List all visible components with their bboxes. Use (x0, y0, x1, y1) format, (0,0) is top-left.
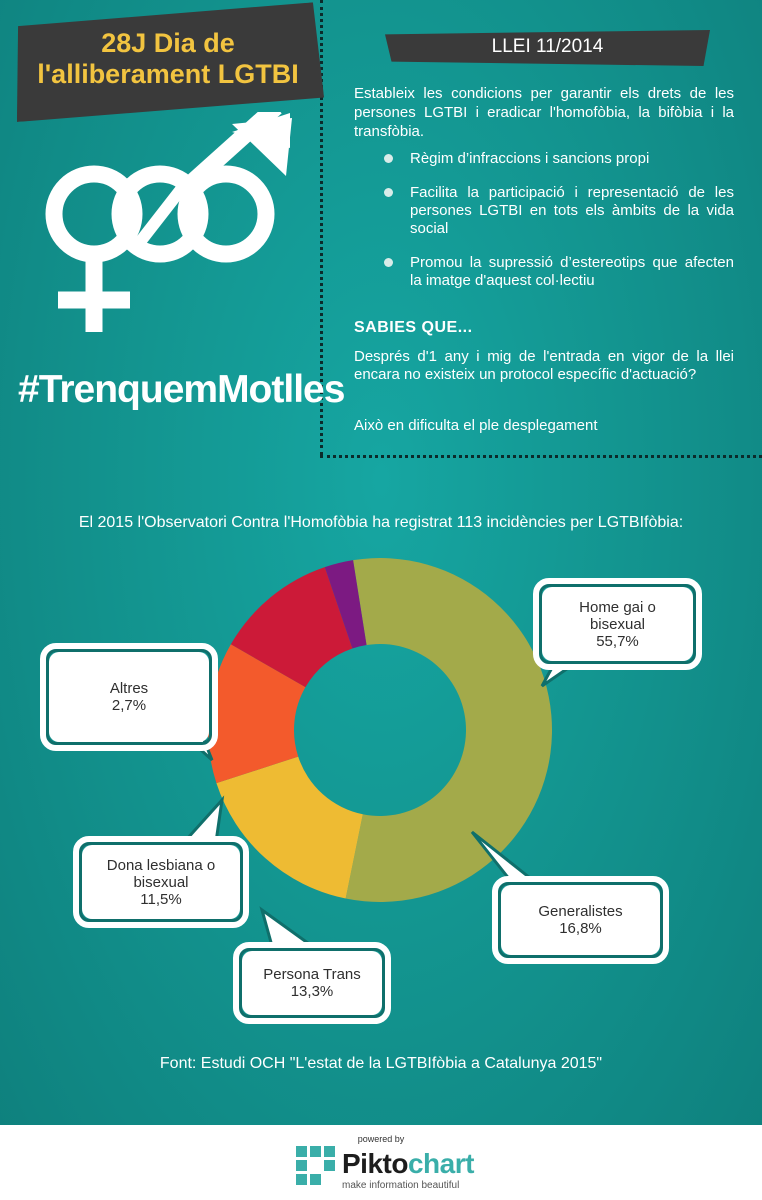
value-label: 13,3% (290, 983, 334, 1000)
category-label: Home gai o (579, 598, 656, 616)
brand-part-1: Pikto (342, 1148, 408, 1179)
value-label: 16,8% (559, 920, 602, 937)
data-label-inner (49, 652, 209, 742)
sabies-text-1: Després d'1 any i mig de l'entrada en vigor de la llei encara no existeix un protocol específic d'actuació? (354, 348, 734, 383)
brand-part-2: chart (407, 1148, 474, 1179)
value-label: 2,7% (111, 697, 147, 714)
hashtag: #TrenquemMotlles (18, 368, 345, 411)
brand-tagline: make information beautiful (342, 1180, 460, 1191)
data-label-inner (242, 951, 382, 1015)
chart-intro: El 2015 l'Observatori Contra l'Homofòbia ha registrat 113 incidències per LGTBIfòbia: (78, 514, 684, 531)
data-label (40, 643, 218, 751)
powered-by: powered by (357, 1134, 405, 1144)
data-label (73, 836, 249, 928)
data-label-inner (82, 845, 240, 919)
sabies-text-2: Això en dificulta el ple desplegament (354, 417, 598, 434)
data-label (533, 578, 702, 670)
bullet-text: Facilita la participació i representació de les persones LGTBI en tots els àmbits de la vida social (410, 184, 734, 237)
value-label: 55,7% (596, 632, 639, 650)
label-tail (262, 910, 312, 946)
sabies-heading: SABIES QUE... (354, 319, 473, 336)
category-label: Altres (109, 680, 149, 697)
label-tail (472, 832, 530, 880)
category-label: bisexual (589, 615, 646, 633)
value-label: 11,5% (140, 890, 182, 908)
category-label: Generalistes (538, 903, 623, 920)
category-label: bisexual (133, 873, 189, 891)
source-note: Font: Estudi OCH "L'estat de la LGTBIfòbia a Catalunya 2015" (159, 1055, 603, 1072)
law-title: LLEI 11/2014 (491, 36, 604, 57)
data-label-inner (501, 885, 660, 955)
title-line-2: l'alliberament LGTBI (37, 59, 299, 89)
category-label: Persona Trans (263, 966, 361, 983)
bullet-text: Règim d’infraccions i sancions propi (410, 150, 650, 167)
bullet-text: Promou la supressió d’estereotips que afecten la imatge d'aquest col·lectiu (410, 254, 734, 289)
category-label: Dona lesbiana o (106, 856, 216, 874)
law-description: Estableix les condicions per garantir els drets de les persones LGTBI i eradicar l'homofòbia, la bifòbia i la transfòbia. (354, 85, 734, 140)
data-label (492, 876, 669, 964)
data-label (233, 942, 391, 1024)
data-label-inner (542, 587, 693, 661)
title-line-1: 28J Dia de (101, 28, 235, 58)
